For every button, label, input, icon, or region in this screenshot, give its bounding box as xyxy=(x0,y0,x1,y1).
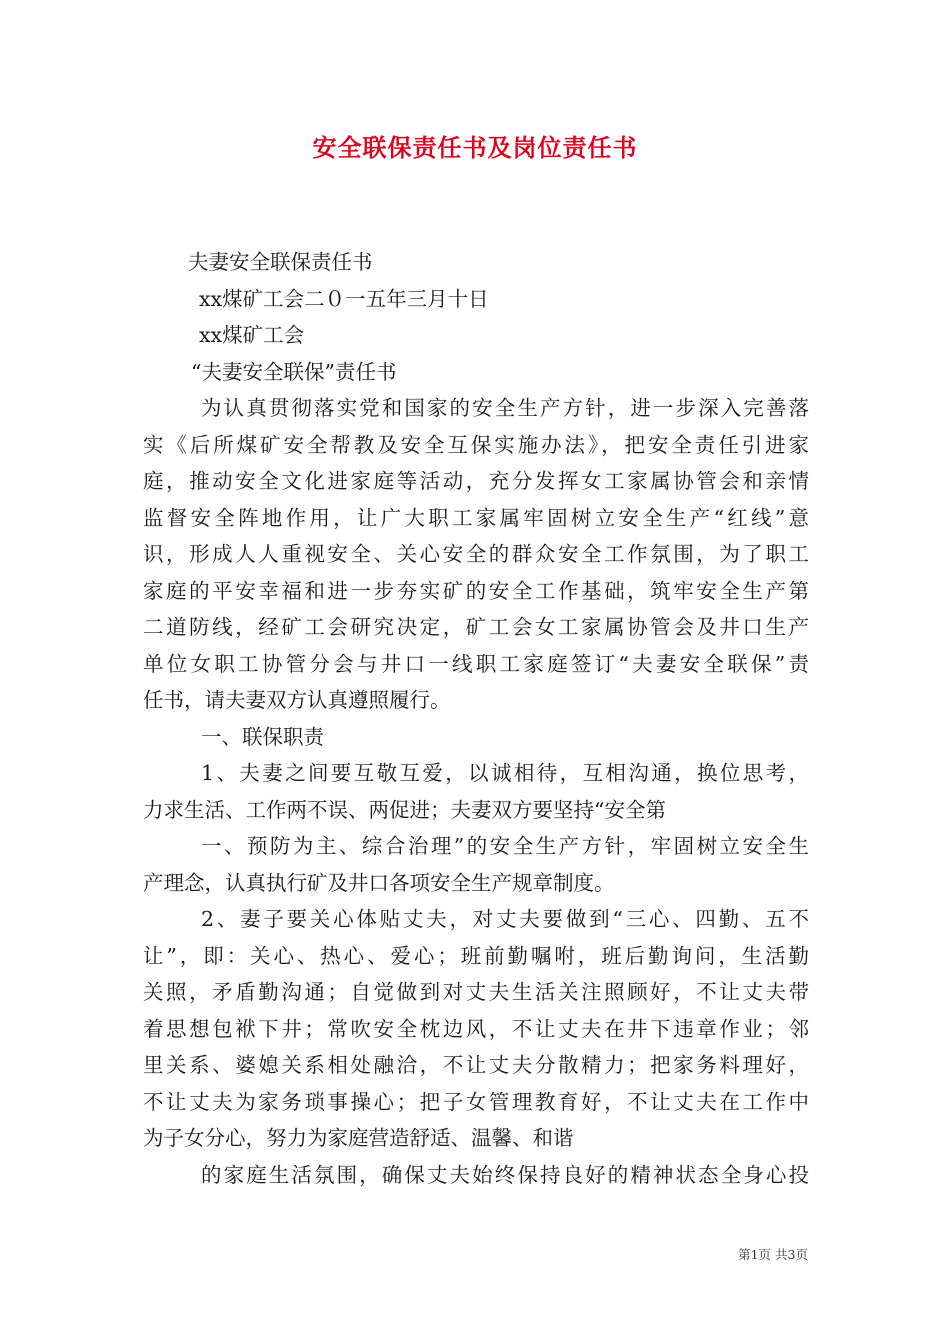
body-line: 不让丈夫为家务琐事操心；把子女管理教育好，不让丈夫在工作中 xyxy=(143,1089,809,1114)
document-body xyxy=(143,244,809,1193)
body-line: “夫妻安全联保”责任书 xyxy=(191,359,397,384)
body-line: 二道防线，经矿工会研究决定，矿工会女工家属协管会及井口生产 xyxy=(143,615,809,639)
body-line: 1、夫妻之间要互敬互爱，以诚相待，互相沟通，换位思考， xyxy=(201,761,809,785)
body-line: 力求生活、工作两不误、两促进；夫妻双方要坚持“安全第 xyxy=(143,797,666,822)
body-line: 监督安全阵地作用，让广大职工家属牢固树立安全生产“红线”意 xyxy=(143,505,809,530)
body-line: 关照，矛盾勤沟通；自觉做到对丈夫生活关注照顾好，不让丈夫带 xyxy=(143,980,809,1004)
body-line: 一、预防为主、综合治理”的安全生产方针，牢固树立安全生 xyxy=(201,834,809,858)
body-line: 让”，即：关心、热心、爱心；班前勤嘱咐，班后勤询问，生活勤 xyxy=(143,943,809,968)
body-line: xx煤矿工会 xyxy=(199,323,305,347)
body-line: 家庭的平安幸福和进一步夯实矿的安全工作基础，筑牢安全生产第 xyxy=(143,578,809,603)
body-line: 夫妻安全联保责任书 xyxy=(188,250,373,274)
body-line: 着思想包袱下井；常吹安全枕边风，不让丈夫在井下违章作业；邻 xyxy=(143,1016,809,1041)
body-line: xx煤矿工会二０一五年三月十日 xyxy=(199,286,489,311)
section-heading: 一、联保职责 xyxy=(201,724,324,749)
body-line: 的家庭生活氛围，确保丈夫始终保持良好的精神状态全身心投 xyxy=(201,1162,809,1187)
body-line: 为子女分心，努力为家庭营造舒适、温馨、和谐 xyxy=(143,1126,574,1150)
body-line: 庭，推动安全文化进家庭等活动，充分发挥女工家属协管会和亲情 xyxy=(143,469,809,493)
body-line: 里关系、婆媳关系相处融洽，不让丈夫分散精力；把家务料理好， xyxy=(143,1053,809,1077)
document-title: 安全联保责任书及岗位责任书 xyxy=(312,133,638,162)
body-line: 为认真贯彻落实党和国家的安全生产方针，进一步深入完善落 xyxy=(201,396,809,420)
body-line: 识，形成人人重视安全、关心安全的群众安全工作氛围，为了职工 xyxy=(143,542,809,566)
body-line: 2、妻子要关心体贴丈夫，对丈夫要做到“三心、四勤、五不 xyxy=(201,907,809,931)
body-line: 任书，请夫妻双方认真遵照履行。 xyxy=(143,688,451,712)
body-line: 实《后所煤矿安全帮教及安全互保实施办法》，把安全责任引进家 xyxy=(143,432,809,457)
body-line: 产理念，认真执行矿及井口各项安全生产规章制度。 xyxy=(143,870,615,895)
page-number: 第1页 共3页 xyxy=(738,1247,808,1262)
body-line: 单位女职工协管分会与井口一线职工家庭签订“夫妻安全联保”责 xyxy=(143,651,809,676)
